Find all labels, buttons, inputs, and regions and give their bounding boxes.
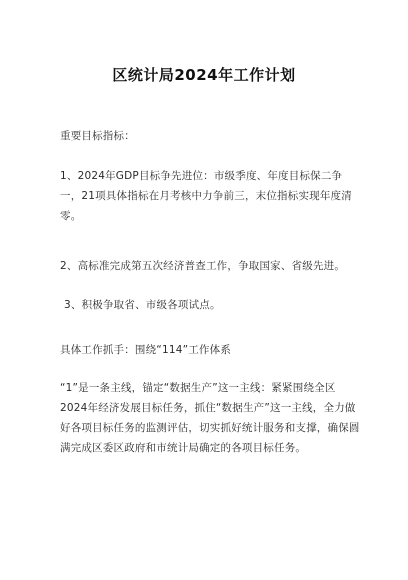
paragraph-key-targets-heading: 重要目标指标： (60, 130, 135, 142)
paragraph-target-2: 2、高标准完成第五次经济普查工作，争取国家、省级先进。 (60, 260, 346, 272)
document-title: 区统计局2024年工作计划 (112, 66, 296, 84)
paragraph-target-1: 1、2024年GDP目标争先进位：市级季度、年度目标保二争一，21项具体指标在月考核中力争前三，末位指标实现年度清零。 (60, 170, 352, 222)
paragraph-target-3: 3、积极争取省、市级各项试点。 (64, 299, 221, 311)
paragraph-main-line: “1”是一条主线，锚定“数据生产”这一主线：紧紧围绕全区2024年经济发展目标任务，抓住“数据生产”这一主线，全力做好各项目标任务的监测评估，切实抓好统计服务和支撑，确保圆满完成区委区政府和市统计局确定的各项目标任务。 (60, 382, 360, 454)
paragraph-work-focus-heading: 具体工作抓手：围绕“114”工作体系 (60, 344, 232, 356)
